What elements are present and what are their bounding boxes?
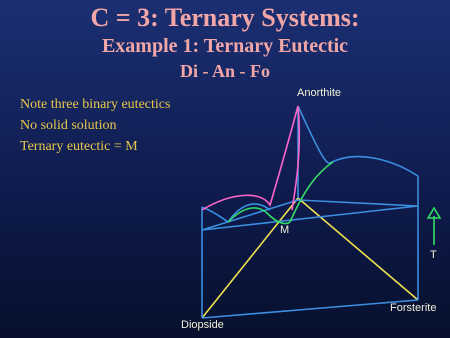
label-anorthite: Anorthite	[297, 87, 342, 99]
title-line1: C = 3: Ternary Systems:	[90, 3, 360, 32]
liquidus-back-edge-an-fo	[298, 106, 418, 176]
frame-base-front	[202, 300, 418, 318]
base-line-anorthite-diopside	[202, 198, 298, 318]
note-no-solid-solution: No solid solution	[20, 118, 117, 133]
note-binary-eutectics: Note three binary eutectics	[20, 97, 171, 112]
title-line2: Example 1: Ternary Eutectic	[101, 35, 349, 57]
label-forsterite: Forsterite	[390, 302, 437, 314]
label-diopside: Diopside	[181, 319, 224, 331]
label-t: T	[430, 249, 437, 261]
liquidus-curve-di-an	[202, 106, 298, 210]
note-ternary-eutectic: Ternary eutectic = M	[20, 139, 138, 154]
title-line3: Di - An - Fo	[180, 61, 270, 81]
cotectic-curve-fo-m	[290, 162, 333, 222]
label-m: M	[280, 224, 290, 236]
